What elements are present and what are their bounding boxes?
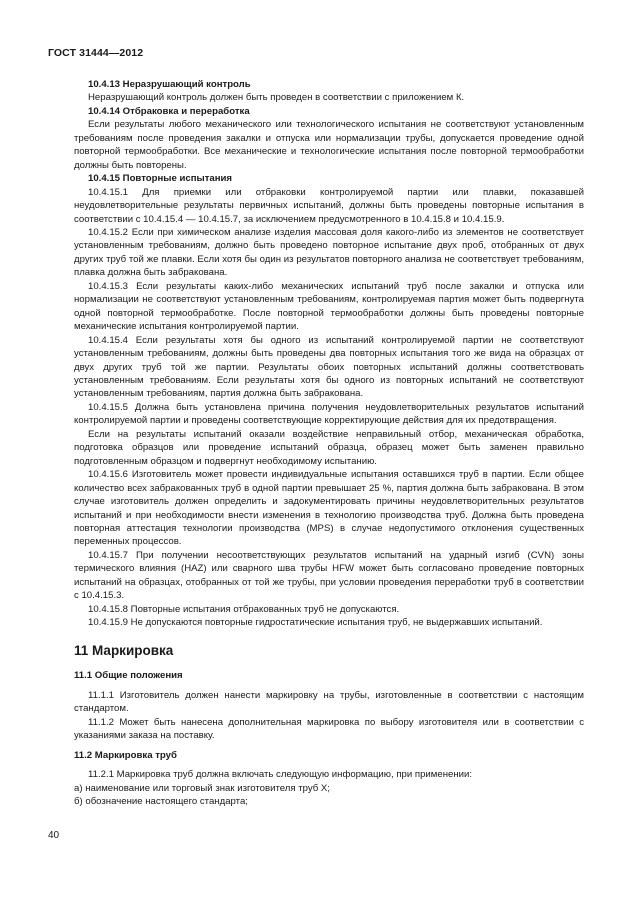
paragraph: 10.4.15.1 Для приемки или отбраковки контролируемой партии или плавки, показавшей неудовлетворительные результаты первичных испытаний, должны быть проведены повторные испытания в соответствии с 10.4.15.4 — 10.4.15.7, за исключением предусмотренного в 10.4.15.8 и 10.4.15.9. bbox=[74, 186, 584, 225]
paragraph: 10.4.15.3 Если результаты каких-либо механических испытаний труб после закалки и отпуска или нормализации не соответствуют установленным требованиям, контролируемая партия может быть подвергнута одной повторной термообработке. После повторной термообработки должны быть проведены повторные механические испытания контролируемой партии. bbox=[74, 280, 584, 333]
paragraph: Неразрушающий контроль должен быть проведен в соответствии с приложением К. bbox=[88, 92, 465, 104]
paragraph: 10.4.15.6 Изготовитель может провести индивидуальные испытания оставшихся труб в партии. Если общее количество всех забракованных труб в одной партии превышает 25 %, партия должна быть забракована. В этом случае изготовитель должен определить и задокументировать причины неудовлетворительных результатов испытаний и при необходимости внести изменения в технологию производства труб. Должна быть проведена повторная аттестация технологии производства (MPS) в случае недопустимого отклонения существенных переменных процессов. bbox=[74, 469, 584, 548]
paragraph: 11.2.1 Маркировка труб должна включать следующую информацию, при применении: bbox=[88, 769, 473, 781]
list-item: б) обозначение настоящего стандарта; bbox=[74, 796, 248, 808]
paragraph: 10.4.15.4 Если результаты хотя бы одного из испытаний контролируемой партии не соответствуют установленным требованиям, должны быть проведены два повторных испытания того же вида на образцах от двух других труб той же партии. Результаты обоих повторных испытаний должны соответствовать установленным требованиям. Если результаты хотя бы одного из повторных испытаний не соответствуют установленным требованиям, партия должна быть забракована. bbox=[74, 334, 584, 400]
paragraph: 10.4.15.5 Должна быть установлена причина получения неудовлетворительных результатов испытаний контролируемой партии и проведены соответствующие корректирующие действия для их предотвращения. bbox=[74, 401, 584, 427]
document-body bbox=[74, 78, 584, 809]
paragraph: Если результаты любого механического или технологического испытания не соответствуют установленным требованиям после проведения закалки и отпуска или нормализации трубы, допускается проведение одной повторной термообработки. Все механические и технологические испытания после повторной термообработки должны быть повторены. bbox=[74, 119, 584, 171]
page-number: 40 bbox=[48, 830, 60, 841]
document-header: ГОСТ 31444—2012 bbox=[48, 47, 144, 59]
subsection-title-11-1: 11.1 Общие положения bbox=[74, 669, 183, 681]
heading-10-4-14: 10.4.14 Отбраковка и переработка bbox=[88, 105, 250, 117]
paragraph: Если на результаты испытаний оказали воздействие неправильный отбор, механическая обработка, подготовка образцов или проведение испытаний образца, образец может быть заменен правильно подготовленным образцом и подвергнут необходимому испытанию. bbox=[74, 428, 584, 467]
subsection-title-11-2: 11.2 Маркировка труб bbox=[74, 749, 177, 761]
heading-10-4-13: 10.4.13 Неразрушающий контроль bbox=[88, 79, 251, 90]
paragraph: 10.4.15.7 При получении несоответствующих результатов испытаний на ударный изгиб (CVN) зоны термического влияния (HAZ) или сварного шва трубы HFW может быть согласовано проведение повторных испытаний на образцах, отобранных от той же трубы, при условии проведения переработки труб в соответствии с 10.4.15.3. bbox=[74, 549, 584, 602]
paragraph: 11.1.1 Изготовитель должен нанести маркировку на трубы, изготовленные в соответствии с настоящим стандартом. bbox=[74, 690, 584, 715]
paragraph: 10.4.15.9 Не допускаются повторные гидростатические испытания труб, не выдержавших испытаний. bbox=[88, 617, 543, 629]
paragraph: 10.4.15.8 Повторные испытания отбракованных труб не допускаются. bbox=[88, 603, 400, 615]
heading-10-4-15: 10.4.15 Повторные испытания bbox=[88, 173, 233, 185]
paragraph: 11.1.2 Может быть нанесена дополнительная маркировка по выбору изготовителя или в соответствии с указаниями заказа на поставку. bbox=[74, 716, 584, 742]
paragraph: 10.4.15.2 Если при химическом анализе изделия массовая доля какого-либо из элементов не соответствует установленным требованиям, должно быть проведено повторное испытание двух проб, отобранных от двух других труб той же плавки. Если хотя бы один из результатов повторного анализа не соответствует требованиям, плавка должна быть забракована. bbox=[74, 226, 584, 279]
section-title-11: 11 Маркировка bbox=[74, 642, 174, 658]
list-item: а) наименование или торговый знак изготовителя труб X; bbox=[74, 782, 330, 794]
